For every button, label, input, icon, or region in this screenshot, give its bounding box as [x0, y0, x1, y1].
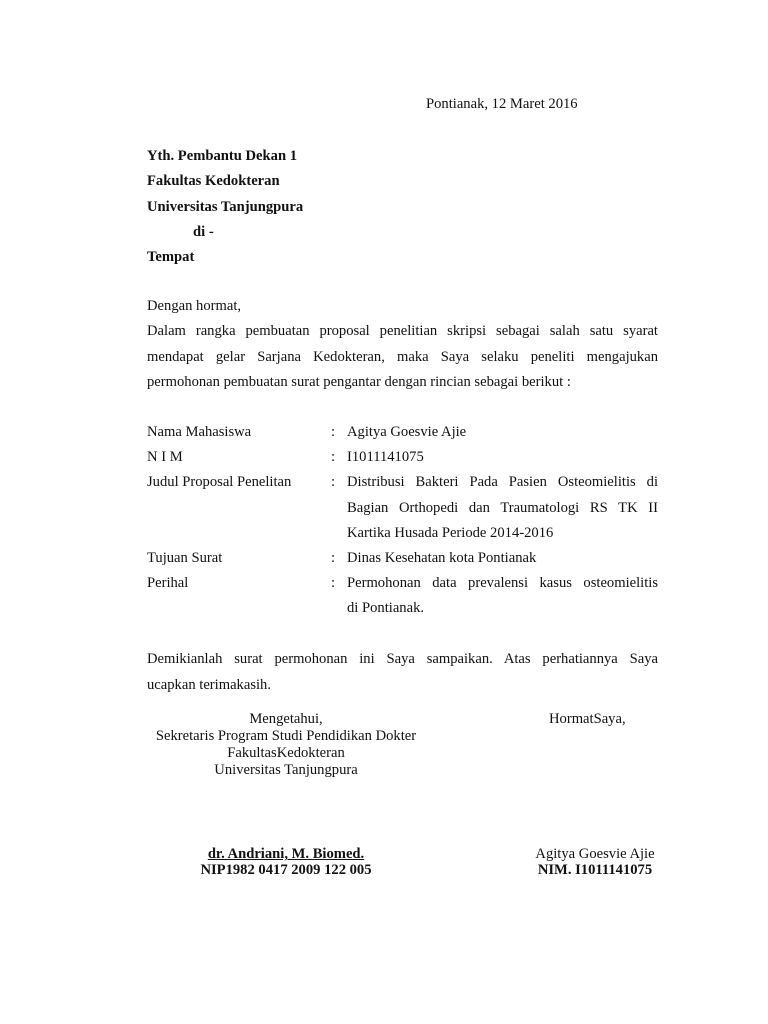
nama-label: Nama Mahasiswa [147, 424, 252, 440]
perihal-label: Perihal [147, 575, 189, 591]
sig-left-nip: NIP1982 0417 2009 122 005 [200, 862, 372, 878]
recipient-title: Yth. Pembantu Dekan 1 [147, 148, 298, 164]
date-line: Pontianak, 12 Maret 2016 [426, 96, 578, 112]
sig-left-faculty: FakultasKedokteran [227, 745, 345, 761]
closing-line-2: ucapkan terimakasih. [147, 677, 271, 693]
sig-left-name: dr. Andriani, M. Biomed. [207, 846, 365, 862]
nim-value: I1011141075 [347, 449, 424, 465]
nama-colon: : [331, 424, 336, 440]
nama-value: Agitya Goesvie Ajie [347, 424, 467, 440]
perihal-value-line-1: Permohonan data prevalensi kasus osteomielitis [347, 575, 658, 591]
sig-right-regards: HormatSaya, [549, 711, 626, 727]
perihal-colon: : [331, 575, 336, 591]
judul-label: Judul Proposal Penelitan [147, 474, 292, 490]
intro-line-1: Dalam rangka pembuatan proposal penelitian skripsi sebagai salah satu syarat [147, 323, 658, 339]
recipient-di: di - [193, 224, 214, 240]
recipient-place: Tempat [147, 249, 195, 265]
nim-colon: : [331, 449, 336, 465]
sig-left-known: Mengetahui, [249, 711, 323, 727]
tujuan-label: Tujuan Surat [147, 550, 223, 566]
judul-value-line-2: Bagian Orthopedi dan Traumatologi RS TK II [347, 500, 658, 516]
perihal-value-line-2: di Pontianak. [347, 600, 425, 616]
tujuan-value: Dinas Kesehatan kota Pontianak [347, 550, 537, 566]
intro-line-3: permohonan pembuatan surat pengantar dengan rincian sebagai berikut : [147, 374, 571, 390]
closing-line-1: Demikianlah surat permohonan ini Saya sampaikan. Atas perhatiannya Saya [147, 651, 658, 667]
sig-left-university: Universitas Tanjungpura [214, 762, 358, 778]
sig-left-position: Sekretaris Program Studi Pendidikan Dokter [155, 728, 417, 744]
tujuan-colon: : [331, 550, 336, 566]
sig-right-nim: NIM. I1011141075 [537, 862, 653, 878]
judul-value-line-3: Kartika Husada Periode 2014-2016 [347, 525, 554, 541]
intro-line-2: mendapat gelar Sarjana Kedokteran, maka Saya selaku peneliti mengajukan [147, 349, 658, 365]
judul-value-line-1: Distribusi Bakteri Pada Pasien Osteomielitis di [347, 474, 658, 490]
recipient-university: Universitas Tanjungpura [147, 199, 304, 215]
nim-label: N I M [147, 449, 183, 465]
judul-colon: : [331, 474, 336, 490]
greeting: Dengan hormat, [147, 298, 242, 314]
recipient-faculty: Fakultas Kedokteran [147, 173, 280, 189]
sig-right-name: Agitya Goesvie Ajie [535, 846, 655, 862]
